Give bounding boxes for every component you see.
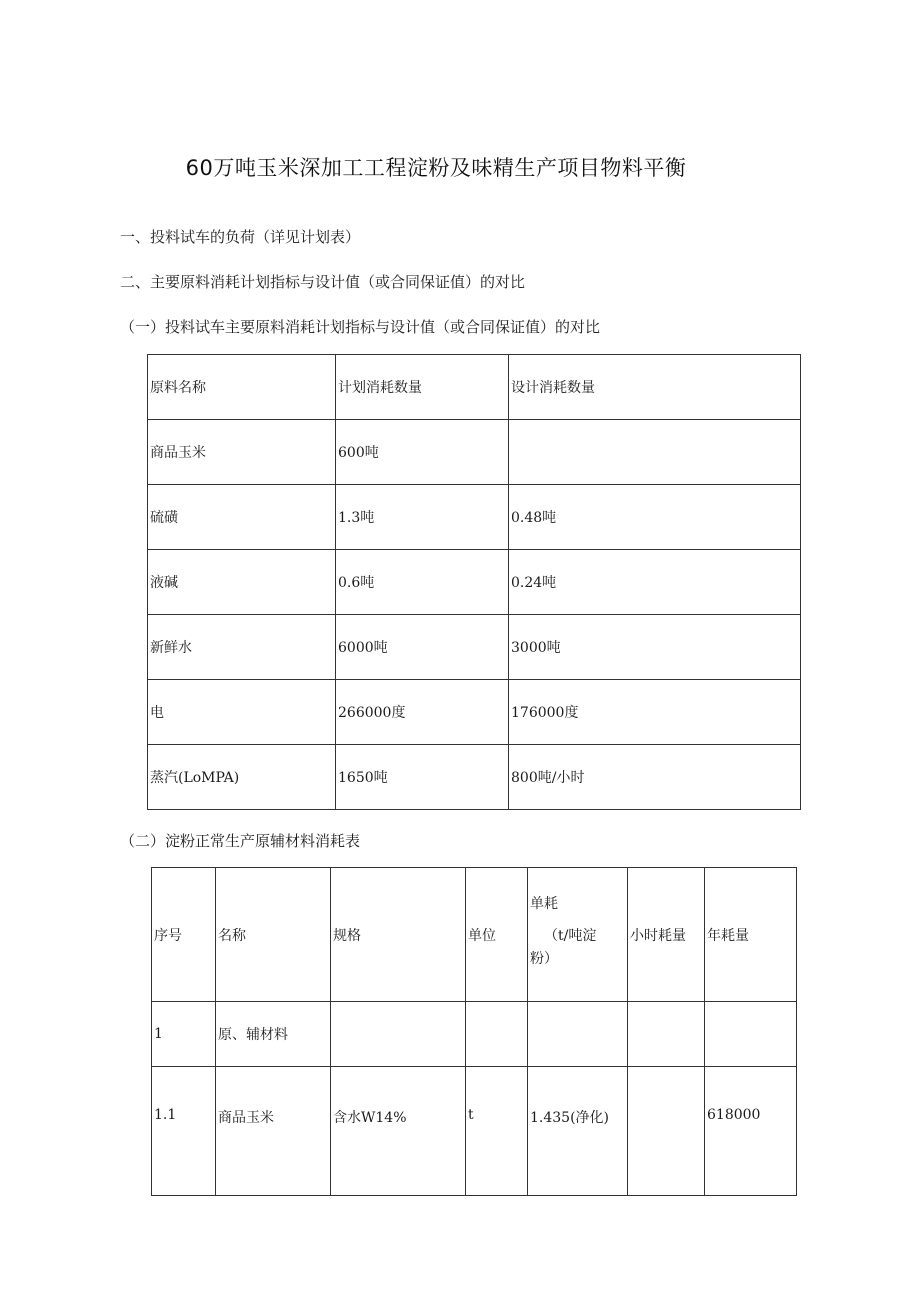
header-annual-consumption: 年耗量 bbox=[705, 868, 797, 1002]
table-cell bbox=[331, 1002, 466, 1067]
header-name: 名称 bbox=[216, 868, 331, 1002]
table-cell: 硫磺 bbox=[148, 485, 336, 550]
table-cell bbox=[466, 1002, 528, 1067]
header-spec: 规格 bbox=[331, 868, 466, 1002]
table-cell: 6000吨 bbox=[336, 615, 509, 680]
table-cell: t bbox=[466, 1067, 528, 1196]
page-title: 60万吨玉米深加工工程淀粉及味精生产项目物料平衡 bbox=[185, 156, 687, 180]
table-cell: 商品玉米 bbox=[216, 1067, 331, 1196]
table-cell: 蒸汽(LoMPA) bbox=[148, 745, 336, 810]
subsection-heading-1: （一）投料试车主要原料消耗计划指标与设计值（或合同保证值）的对比 bbox=[120, 318, 601, 336]
table-row bbox=[148, 615, 801, 680]
table-row bbox=[148, 550, 801, 615]
table-cell: 含水W14% bbox=[331, 1067, 466, 1196]
table-cell: 0.24吨 bbox=[509, 550, 801, 615]
table-cell: 新鲜水 bbox=[148, 615, 336, 680]
header-design-consumption: 设计消耗数量 bbox=[509, 355, 801, 420]
subsection-heading-2: （二）淀粉正常生产原辅材料消耗表 bbox=[120, 832, 361, 850]
header-planned-consumption: 计划消耗数量 bbox=[336, 355, 509, 420]
header-hourly-consumption: 小时耗量 bbox=[628, 868, 705, 1002]
table-row bbox=[148, 680, 801, 745]
table-cell: 176000度 bbox=[509, 680, 801, 745]
header-unit-consumption bbox=[528, 868, 628, 1002]
table-cell bbox=[528, 1002, 628, 1067]
table-cell: 商品玉米 bbox=[148, 420, 336, 485]
table-cell bbox=[509, 420, 801, 485]
table-cell: 电 bbox=[148, 680, 336, 745]
table-cell: 1.435(净化) bbox=[528, 1067, 628, 1196]
table-cell: 0.6吨 bbox=[336, 550, 509, 615]
header-material-name: 原料名称 bbox=[148, 355, 336, 420]
table-cell: 618000 bbox=[705, 1067, 797, 1196]
table-cell bbox=[705, 1002, 797, 1067]
table-cell bbox=[628, 1002, 705, 1067]
header-unit: 单位 bbox=[466, 868, 528, 1002]
section-heading-2: 二、主要原料消耗计划指标与设计值（或合同保证值）的对比 bbox=[120, 273, 526, 291]
table-cell: 液碱 bbox=[148, 550, 336, 615]
table-cell: 600吨 bbox=[336, 420, 509, 485]
header-unit-consumption-line1: 单耗 bbox=[530, 895, 558, 912]
table-row bbox=[148, 745, 801, 810]
material-consumption-comparison-table bbox=[147, 354, 801, 810]
table-cell: 3000吨 bbox=[509, 615, 801, 680]
table-row bbox=[152, 1067, 797, 1196]
table-cell: 266000度 bbox=[336, 680, 509, 745]
section-heading-1: 一、投料试车的负荷（详见计划表） bbox=[120, 228, 361, 246]
table-cell: 1.1 bbox=[152, 1067, 216, 1196]
header-unit-consumption-line3: 粉） bbox=[530, 950, 558, 967]
table-row bbox=[148, 485, 801, 550]
table-header-row bbox=[148, 355, 801, 420]
table-cell: 1.3吨 bbox=[336, 485, 509, 550]
table-cell: 1 bbox=[152, 1002, 216, 1067]
header-unit-consumption-line2: （t/吨淀 bbox=[544, 928, 597, 945]
table-cell: 1650吨 bbox=[336, 745, 509, 810]
table-cell: 800吨/小时 bbox=[509, 745, 801, 810]
header-serial-no: 序号 bbox=[152, 868, 216, 1002]
table-header-row bbox=[152, 868, 797, 1002]
table-row bbox=[152, 1002, 797, 1067]
table-cell: 0.48吨 bbox=[509, 485, 801, 550]
table-cell: 原、辅材料 bbox=[216, 1002, 331, 1067]
starch-material-consumption-table bbox=[151, 867, 797, 1196]
table-row bbox=[148, 420, 801, 485]
table-cell bbox=[628, 1067, 705, 1196]
